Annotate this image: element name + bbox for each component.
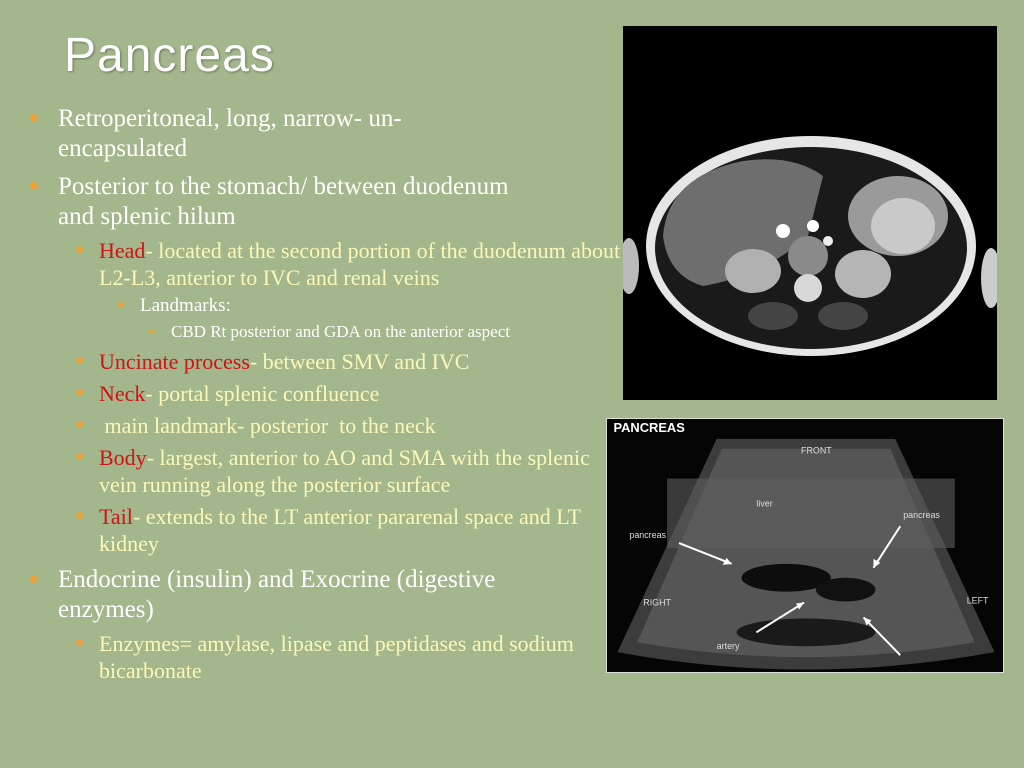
bullet-dot	[30, 182, 38, 190]
slide-title: Pancreas	[64, 29, 275, 82]
bullet-dot	[149, 329, 154, 334]
bullet-retroperitoneal	[0, 104, 528, 164]
term-tail: Tail	[99, 504, 133, 529]
bullet-tail	[0, 503, 621, 557]
mri-scan-graphic	[623, 26, 997, 400]
us-front-label: FRONT	[801, 445, 832, 456]
us-left-label: LEFT	[966, 595, 989, 606]
us-liver-label: liver	[756, 498, 773, 509]
bullet-text: main landmark- posterior to the neck	[99, 413, 436, 438]
bullet-text: Posterior to the stomach/ between duodenum and splenic hilum	[58, 173, 509, 230]
bullet-dot	[76, 246, 83, 253]
us-artery-label: artery	[716, 641, 740, 652]
bullet-dot	[30, 114, 38, 122]
ultrasound-scan-graphic	[607, 419, 1003, 672]
bullet-neck	[0, 380, 621, 407]
term-uncinate: Uncinate process	[99, 349, 250, 374]
bullet-landmarks	[0, 294, 640, 318]
mri-image	[623, 26, 997, 400]
bullet-uncinate	[0, 348, 621, 375]
bullet-dot	[76, 453, 83, 460]
head-description: - located at the second portion of the duodenum about L2-L3, anterior to IVC and renal veins	[99, 238, 621, 290]
bullet-cbd	[0, 321, 601, 343]
bullet-dot	[30, 575, 38, 583]
bullet-posterior	[0, 172, 528, 232]
bullet-dot	[76, 639, 83, 646]
bullet-dot	[76, 421, 83, 428]
term-body: Body	[99, 445, 147, 470]
bullet-dot	[76, 389, 83, 396]
bullet-dot	[76, 512, 83, 519]
bullet-main-landmark	[0, 412, 621, 439]
us-right-label: RIGHT	[643, 597, 671, 608]
bullet-text: CBD Rt posterior and GDA on the anterior aspect	[171, 322, 510, 341]
uncinate-description: - between SMV and IVC	[249, 349, 470, 374]
tail-description: - extends to the LT anterior pararenal space and LT kidney	[99, 504, 581, 556]
bullet-head	[0, 237, 621, 291]
bullet-enzymes	[0, 630, 621, 684]
bullet-endocrine	[0, 565, 528, 625]
us-pancreas-left-label: pancreas	[629, 530, 667, 541]
term-head: Head	[99, 238, 146, 263]
bullet-dot	[118, 302, 124, 308]
bullet-text: Landmarks:	[140, 295, 231, 316]
body-description: - largest, anterior to AO and SMA with the splenic vein running along the posterior surface	[99, 445, 590, 497]
us-pancreas-right-label: pancreas	[903, 510, 940, 521]
bullet-body	[0, 444, 621, 498]
bullet-list	[0, 96, 640, 684]
ultrasound-image	[606, 418, 1004, 673]
term-neck: Neck	[99, 381, 146, 406]
bullet-text: Enzymes= amylase, lipase and peptidases and sodium bicarbonate	[99, 631, 574, 683]
bullet-text: Endocrine (insulin) and Exocrine (digestive enzymes)	[58, 566, 496, 623]
bullet-dot	[76, 357, 83, 364]
bullet-text: Retroperitoneal, long, narrow- un-encapsulated	[58, 105, 402, 162]
neck-description: - portal splenic confluence	[145, 381, 380, 406]
us-header-label: PANCREAS	[613, 419, 685, 435]
